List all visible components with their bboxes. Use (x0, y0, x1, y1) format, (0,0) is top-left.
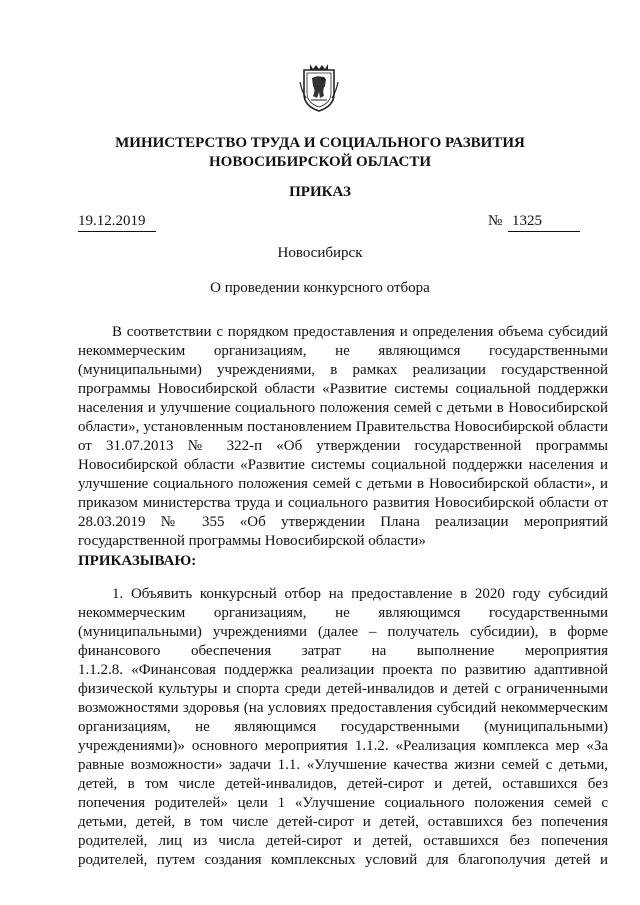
preamble-line: программы Новосибирской области «Развитие системы социальной поддержки (78, 381, 608, 397)
item1-line: некоммерческим организациям, не являющимся государственными (78, 605, 608, 621)
preamble-line: 28.03.2019 № 355 «Об утверждении Плана реализации мероприятий (78, 514, 608, 530)
preamble-line: (муниципальными) учреждениями, в рамках реализации государственной (78, 362, 608, 378)
item1-line: (муниципальными) учреждениями (далее – получатель субсидии), в форме (78, 624, 608, 640)
preamble-line: В соответствии с порядком предоставления и определения объема субсидий (112, 324, 608, 340)
item1-line: родителей, путем создания комплексных условий для благополучия детей и (78, 852, 608, 868)
order-subject: О проведении конкурсного отбора (210, 280, 430, 296)
preamble-line: приказом министерства труда и социального развития Новосибирской области от (78, 495, 608, 511)
item1-line: равные возможности» задачи 1.1. «Улучшение качества жизни семей с детьми, (78, 757, 608, 773)
item1-line: 1. Объявить конкурсный отбор на предоставление в 2020 году субсидий (112, 586, 608, 602)
city-name: Новосибирск (277, 245, 363, 261)
coat-of-arms-icon (298, 62, 340, 112)
preamble-line: области», установленным постановлением Правительства Новосибирской области (78, 419, 608, 435)
item1-line: 1.1.2.8. «Финансовая поддержка реализации проекта по развитию адаптивной (78, 662, 608, 678)
preamble-line: улучшение социального положения семей с детьми в Новосибирской области», и (78, 476, 608, 492)
document-number: 1325 (508, 212, 580, 232)
item1-line: учреждениями)» основного мероприятия 1.1.2. «Реализация комплекса мер «За (78, 738, 608, 754)
preamble-line: некоммерческим организациям, не являющимся государственными (78, 343, 608, 359)
item1-line: физической культуры и спорта среди детей-инвалидов и детей с ограниченными (78, 681, 608, 697)
document-type-title: ПРИКАЗ (289, 184, 351, 200)
document-number-label: № (488, 213, 503, 229)
item1-line: организациям, не являющимся государственными (муниципальными) (78, 719, 608, 735)
item1-line: детей, в том числе детей-инвалидов, детей-сирот и детей, оставшихся без (78, 776, 608, 792)
preamble-line: населения и улучшение социального положения семей с детьми в Новосибирской (78, 400, 608, 416)
item1-line: возможностями здоровья (на условиях предоставления субсидий некоммерческим (78, 700, 608, 716)
document-date: 19.12.2019 (78, 212, 156, 232)
preamble-line: от 31.07.2013 № 322-п «Об утверждении государственной программы (78, 438, 608, 454)
item1-line: родителей, лиц из числа детей-сирот и детей, оставшихся без попечения (78, 833, 608, 849)
item1-line: финансового обеспечения затрат на выполнение мероприятия (78, 643, 608, 659)
item1-line: попечения родителей» цели 1 «Улучшение социального положения семей с (78, 795, 608, 811)
ministry-name-line1: МИНИСТЕРСТВО ТРУДА И СОЦИАЛЬНОГО РАЗВИТИЯ (115, 135, 525, 151)
ministry-name-line2: НОВОСИБИРСКОЙ ОБЛАСТИ (208, 154, 432, 170)
orders-heading: ПРИКАЗЫВАЮ: (78, 553, 197, 569)
preamble-line: Новосибирской области «Развитие системы социальной поддержки населения и (78, 457, 608, 473)
item1-line: детьми, детей, в том числе детей-сирот и детей, оставшихся без попечения (78, 814, 608, 830)
preamble-line: государственной программы Новосибирской области» (78, 533, 426, 549)
